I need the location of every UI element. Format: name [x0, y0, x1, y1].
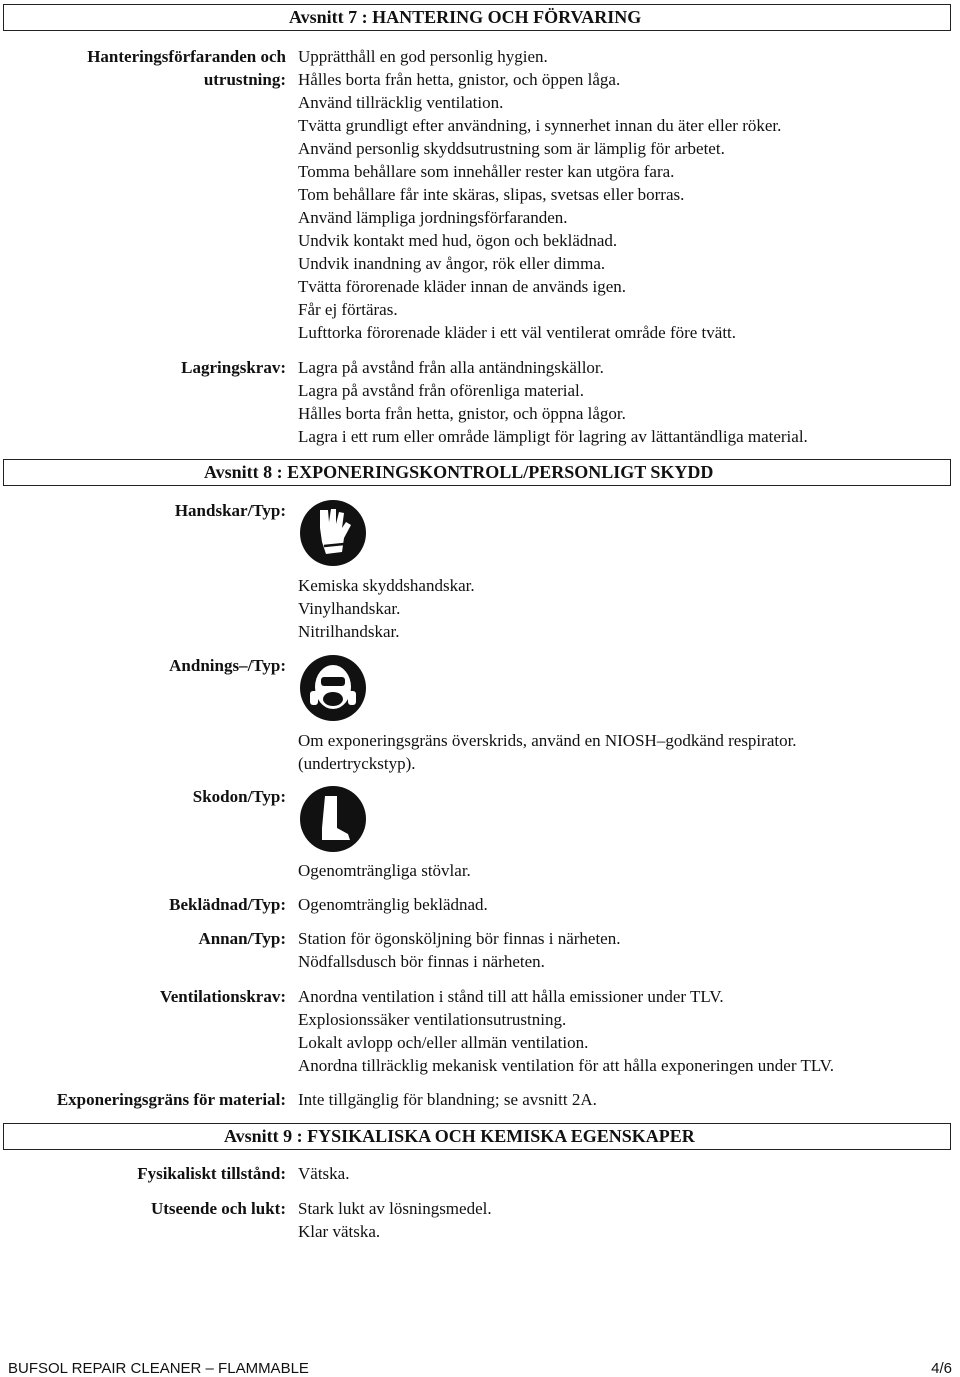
list-line: Ogenomträngliga stövlar.: [298, 861, 471, 880]
list-line: Nödfallsdusch bör finnas i närheten.: [298, 952, 545, 971]
shoes-label: Skodon/Typ:: [192, 787, 286, 806]
list-line: Klar vätska.: [298, 1222, 381, 1241]
storage-label: Lagringskrav:: [181, 358, 286, 377]
list-line: Tom behållare får inte skäras, slipas, svetsas eller borras.: [298, 185, 685, 204]
list-line: Kemiska skyddshandskar.: [298, 576, 475, 595]
list-line: Tvätta grundligt efter användning, i synnerhet innan du äter eller röker.: [298, 116, 782, 135]
list-line: Anordna ventilation i stånd till att hålla emissioner under TLV.: [298, 987, 724, 1006]
list-line: Undvik inandning av ångor, rök eller dimma.: [298, 254, 606, 273]
handling-label-2: utrustning:: [203, 70, 286, 89]
physical-state-list: [298, 1162, 349, 1185]
list-line: Anordna tillräcklig mekanisk ventilation för att hålla exponeringen under TLV.: [298, 1056, 834, 1075]
section-8-header: [3, 459, 951, 486]
physical-state-label: Fysikaliskt tillstånd:: [137, 1164, 286, 1183]
other-label: Annan/Typ:: [198, 929, 286, 948]
list-line: Lokalt avlopp och/eller allmän ventilation.: [298, 1033, 589, 1052]
list-line: Lagra i ett rum eller område lämpligt för lagring av lättantändliga material.: [298, 427, 808, 446]
list-line: Hålles borta från hetta, gnistor, och öppen låga.: [298, 70, 621, 89]
section-8-title: Avsnitt 8 : EXPONERINGSKONTROLL/PERSONLIGT SKYDD: [204, 462, 714, 482]
section-7-title: Avsnitt 7 : HANTERING OCH FÖRVARING: [289, 7, 642, 27]
list-line: Tomma behållare som innehåller rester kan utgöra fara.: [298, 162, 675, 181]
section-9-header: [3, 1123, 951, 1150]
gloves-label: Handskar/Typ:: [174, 501, 286, 520]
respirator-label: Andnings–/Typ:: [169, 656, 286, 675]
list-line: Ogenomtränglig beklädnad.: [298, 895, 488, 914]
list-line: Nitrilhandskar.: [298, 622, 400, 641]
list-line: (undertryckstyp).: [298, 754, 416, 773]
list-line: Vätska.: [298, 1164, 350, 1183]
shoes-list: [298, 859, 471, 882]
list-line: Får ej förtäras.: [298, 300, 398, 319]
footer-page-number: 4/6: [931, 1360, 952, 1377]
list-line: Inte tillgänglig för blandning; se avsnitt 2A.: [298, 1090, 597, 1109]
list-line: Undvik kontakt med hud, ögon och beklädnad.: [298, 231, 618, 250]
handling-label-1: Hanteringsförfaranden och: [87, 47, 286, 66]
other-list: [298, 927, 620, 973]
boot-icon: [298, 784, 368, 854]
respirator-icon: [298, 653, 368, 723]
exposure-limit-list: [298, 1088, 597, 1111]
list-line: Använd lämpliga jordningsförfaranden.: [298, 208, 568, 227]
clothing-list: [298, 893, 488, 916]
list-line: Lagra på avstånd från alla antändningskällor.: [298, 358, 604, 377]
list-line: Om exponeringsgräns överskrids, använd en NIOSH–godkänd respirator.: [298, 731, 797, 750]
ventilation-label: Ventilationskrav:: [160, 987, 286, 1006]
list-line: Upprätthåll en god personlig hygien.: [298, 47, 548, 66]
gloves-list: [298, 574, 475, 643]
exposure-limit-label: Exponeringsgräns för material:: [56, 1090, 286, 1109]
storage-list: [298, 356, 808, 448]
list-line: Hålles borta från hetta, gnistor, och öppna lågor.: [298, 404, 626, 423]
handling-list: [298, 45, 781, 344]
list-line: Vinylhandskar.: [298, 599, 401, 618]
footer-product-name: BUFSOL REPAIR CLEANER – FLAMMABLE: [8, 1360, 309, 1377]
respirator-list: [298, 729, 797, 775]
ventilation-list: [298, 985, 834, 1077]
appearance-list: [298, 1197, 492, 1243]
list-line: Stark lukt av lösningsmedel.: [298, 1199, 492, 1218]
list-line: Lufttorka förorenade kläder i ett väl ventilerat område före tvätt.: [298, 323, 737, 342]
appearance-label: Utseende och lukt:: [150, 1199, 286, 1218]
list-line: Använd personlig skyddsutrustning som är lämplig för arbetet.: [298, 139, 725, 158]
list-line: Tvätta förorenade kläder innan de används igen.: [298, 277, 627, 296]
section-7-header: [3, 4, 951, 31]
list-line: Station för ögonsköljning bör finnas i närheten.: [298, 929, 621, 948]
gloves-icon: [298, 498, 368, 568]
section-9-title: Avsnitt 9 : FYSIKALISKA OCH KEMISKA EGENSKAPER: [224, 1126, 695, 1146]
list-line: Explosionssäker ventilationsutrustning.: [298, 1010, 567, 1029]
list-line: Lagra på avstånd från oförenliga material.: [298, 381, 585, 400]
list-line: Använd tillräcklig ventilation.: [298, 93, 504, 112]
clothing-label: Beklädnad/Typ:: [169, 895, 286, 914]
